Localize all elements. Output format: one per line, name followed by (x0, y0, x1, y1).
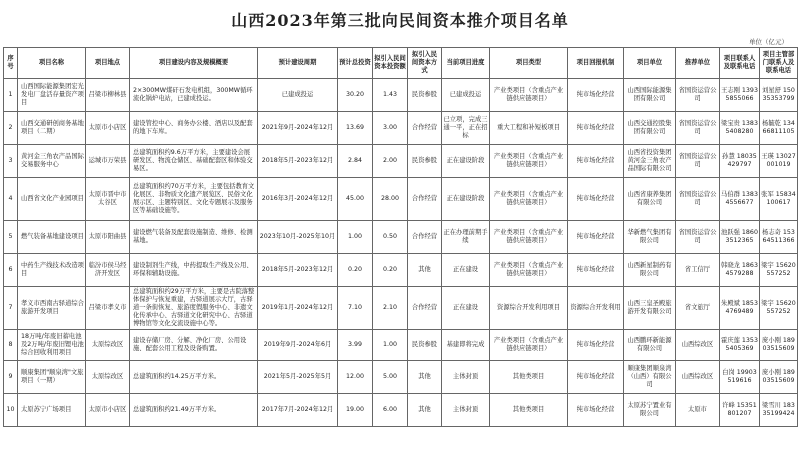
table-cell: 纯市场化经营 (568, 221, 624, 254)
table-cell: 产业类项目（含重点产业链供应链项目） (490, 254, 568, 287)
table-cell: 太原综改区 (86, 361, 130, 394)
table-cell: 正在建设阶段 (442, 145, 490, 178)
table-cell: 山西国际能源集团宏光发电厂盘活存量资产项目 (18, 79, 86, 112)
table-cell: 1 (4, 79, 18, 112)
table-cell: 纯市场化经营 (568, 178, 624, 221)
table-cell: 总建筑面积约9.6万平方米，主要建设会展研发区、物流仓储区、基础配套区和体验交易区。 (130, 145, 258, 178)
table-cell: 池跃强 18603512365 (720, 221, 760, 254)
table-cell: 正在建设阶段 (442, 178, 490, 221)
table-cell: 总建筑面积约29万平方米，主要是古院落整体保护与恢复重建，古驿道展示大厅，古驿道一条街恢复、旅游度假服务中心、非遗文化传承中心、古驿道文化研究中心、古驿道博物馆等文化交流设施中心等。 (130, 287, 258, 330)
table-cell: 2017年7月-2024年12月 (258, 394, 338, 427)
table-cell: 省国资运营公司 (676, 112, 720, 145)
table-cell: 庞小刚 18903515609 (760, 361, 798, 394)
table-row (4, 79, 798, 112)
header-cell: 拟引入民间资本方式 (408, 48, 442, 79)
table-cell: 资源综合开发利用项目 (490, 287, 568, 330)
table-cell: 7 (4, 287, 18, 330)
table-cell: 省国资运营公司 (676, 221, 720, 254)
table-cell: 刘星舒 15035353799 (760, 79, 798, 112)
table-cell: 山西国际能源集团有限公司 (624, 79, 676, 112)
table-cell: 已建成投运 (258, 79, 338, 112)
table-cell: 霍庆莲 13535405369 (720, 330, 760, 361)
table-cell: 主体封顶 (442, 361, 490, 394)
header-cell: 项目联系人及联系电话 (720, 48, 760, 79)
table-cell: 纯市场化经营 (568, 254, 624, 287)
table-cell: 梁宇 15620557252 (760, 254, 798, 287)
table-cell: 临汾市侯马经济开发区 (86, 254, 130, 287)
table-row (4, 112, 798, 145)
table-cell: 纯市场化经营 (568, 112, 624, 145)
header-cell: 当前项目进度 (442, 48, 490, 79)
table-cell: 马伯群 13834556677 (720, 178, 760, 221)
table-cell: 纯市场化经营 (568, 79, 624, 112)
table-cell: 7.10 (338, 287, 373, 330)
table-row (4, 394, 798, 427)
table-cell: 太原苏宁广场项目 (18, 394, 86, 427)
table-cell: 合作经营 (408, 178, 442, 221)
table-cell: 顺康集团顺泉湾（山西）有限公司 (624, 361, 676, 394)
table-cell: 1.00 (338, 221, 373, 254)
table-cell: 资源综合开发利用 (568, 287, 624, 330)
table-cell: 其他 (408, 361, 442, 394)
table-cell: 太原市小店区 (86, 112, 130, 145)
project-table (3, 47, 798, 427)
table-cell: 产业类项目（含重点产业链供应链项目） (490, 178, 568, 221)
table-cell: 太原市阳曲县 (86, 221, 130, 254)
table-cell: 吕梁市孝义市 (86, 287, 130, 330)
table-cell: 省国资运营公司 (676, 79, 720, 112)
table-cell: 总建筑面积约14.25万平方米。 (130, 361, 258, 394)
unit-note: 单位（亿元） (749, 38, 788, 46)
table-cell: 太原苏宁置业有限公司 (624, 394, 676, 427)
table-cell: 建设燃气装备及配套设施制造、维修、检测基地。 (130, 221, 258, 254)
table-cell: 韩晓龙 18634579288 (720, 254, 760, 287)
header-cell: 预计建设周期 (258, 48, 338, 79)
table-cell: 2016年3月-2024年12月 (258, 178, 338, 221)
table-cell: 山西鹏环新能源有限公司 (624, 330, 676, 361)
table-cell: 28.00 (373, 178, 408, 221)
table-cell: 2021年5月-2025年5月 (258, 361, 338, 394)
table-cell: 山西综改区 (676, 361, 720, 394)
header-cell: 项目回报机制 (568, 48, 624, 79)
table-cell: 产业类项目（含重点产业链供应链项目） (490, 330, 568, 361)
table-cell: 山西综改区 (676, 330, 720, 361)
table-row (4, 221, 798, 254)
table-cell: 已立项，完成三通一平，正在招标 (442, 112, 490, 145)
table-cell: 3 (4, 145, 18, 178)
table-cell: 2.84 (338, 145, 373, 178)
table-cell: 正在办理前期手续 (442, 221, 490, 254)
table-cell: 正在建设 (442, 254, 490, 287)
table-cell: 8 (4, 330, 18, 361)
table-cell: 5 (4, 221, 18, 254)
table-cell: 白岗 19903519616 (720, 361, 760, 394)
table-cell: 纯市场化经营 (568, 394, 624, 427)
table-cell: 建设存储厂房、分解、净化厂房、公用设施、配套公用工程及设备购置。 (130, 330, 258, 361)
table-cell: 民资参股 (408, 330, 442, 361)
table-cell: 许峰 15351801207 (720, 394, 760, 427)
table-cell: 庞小刚 18903515609 (760, 330, 798, 361)
table-cell: 山西新星制药有限公司 (624, 254, 676, 287)
table-cell: 18万吨/年废旧蓄电池及2万吨/年废旧锂电池综合回收利用项目 (18, 330, 86, 361)
table-cell: 燃气装备基地建设项目 (18, 221, 86, 254)
table-cell: 2021年9月-2024年12月 (258, 112, 338, 145)
table-cell: 1.43 (373, 79, 408, 112)
table-cell: 山西三皇圣殿旅游开发有限公司 (624, 287, 676, 330)
table-cell: 2.00 (373, 145, 408, 178)
table-cell: 梁雪川 18335199424 (760, 394, 798, 427)
table-cell: 9 (4, 361, 18, 394)
header-cell: 项目名称 (18, 48, 86, 79)
table-cell: 山西省文化产业园项目 (18, 178, 86, 221)
table-cell: 其他 (408, 394, 442, 427)
table-cell: 纯市场化经营 (568, 330, 624, 361)
table-cell: 3.00 (373, 112, 408, 145)
table-cell: 太原综改区 (86, 330, 130, 361)
table-cell: 2018年5月-2023年12月 (258, 145, 338, 178)
table-cell: 已建成投运 (442, 79, 490, 112)
table-cell: 0.20 (373, 254, 408, 287)
table-cell: 运城市万荣县 (86, 145, 130, 178)
table-cell: 梁宝贵 13835408280 (720, 112, 760, 145)
table-cell: 正在建设 (442, 287, 490, 330)
table-cell: 其他 (408, 254, 442, 287)
table-cell: 吕梁市柳林县 (86, 79, 130, 112)
table-cell: 产业类项目（含重点产业链供应链项目） (490, 145, 568, 178)
table-cell: 产业类项目（含重点产业链供应链项目） (490, 221, 568, 254)
table-cell: 5.00 (373, 361, 408, 394)
header-cell: 预计总投资 (338, 48, 373, 79)
table-cell: 山西省康养集团有限公司 (624, 178, 676, 221)
table-cell: 孝义市西南古驿道综合旅游开发项目 (18, 287, 86, 330)
table-cell: 建设制剂生产线，中药提取生产线及公用、环保和辅助设施。 (130, 254, 258, 287)
table-cell: 合作经营 (408, 221, 442, 254)
table-cell: 杨志奇 15364511366 (760, 221, 798, 254)
table-cell: 山西交通控股集团有限公司 (624, 112, 676, 145)
table-cell: 2019年9月-2024年6月 (258, 330, 338, 361)
table-row (4, 178, 798, 221)
table-cell: 合作经营 (408, 112, 442, 145)
table-cell: 2×300MW煤矸石发电机组，300MW循环流化锅炉电站，已建成投运。 (130, 79, 258, 112)
header-cell: 项目主管部门联系人及联系电话 (760, 48, 798, 79)
table-cell: 2019年1月-2024年12月 (258, 287, 338, 330)
table-cell: 10 (4, 394, 18, 427)
table-cell: 13.69 (338, 112, 373, 145)
table-body (4, 79, 798, 427)
table-cell: 王瑛 13027001019 (760, 145, 798, 178)
table-cell: 产业类项目（含重点产业链供应链项目） (490, 79, 568, 112)
table-cell: 省工信厅 (676, 254, 720, 287)
table-cell: 0.20 (338, 254, 373, 287)
table-cell: 总建筑面积约21.49万平方米。 (130, 394, 258, 427)
table-cell: 其他类项目 (490, 361, 568, 394)
header-cell: 序号 (4, 48, 18, 79)
table-cell: 6.00 (373, 394, 408, 427)
table-cell: 纯市场化经营 (568, 361, 624, 394)
document-title: 山西2023年第三批向民间资本推介项目名单 (231, 11, 569, 30)
table-cell: 民资参股 (408, 79, 442, 112)
table-cell: 其他类项目 (490, 394, 568, 427)
table-cell: 杨毓乾 13466811105 (760, 112, 798, 145)
table-cell: 12.00 (338, 361, 373, 394)
table-cell: 重大工程和补短板项目 (490, 112, 568, 145)
table-row (4, 361, 798, 394)
table-cell: 山西交通研创商务基地项目（二期） (18, 112, 86, 145)
table-cell: 3.99 (338, 330, 373, 361)
table-row (4, 145, 798, 178)
table-row (4, 287, 798, 330)
table-cell: 民资参股 (408, 145, 442, 178)
table-cell: 2023年10月-2025年10月 (258, 221, 338, 254)
table-cell: 中药生产线技术改造项目 (18, 254, 86, 287)
header-row (4, 48, 798, 79)
table-cell: 省文旅厅 (676, 287, 720, 330)
table-cell: 省国资运营公司 (676, 178, 720, 221)
table-cell: 2018年5月-2023年12月 (258, 254, 338, 287)
table-cell: 梁宇 15620557252 (760, 287, 798, 330)
header-cell: 项目类型 (490, 48, 568, 79)
table-cell: 太原市小店区 (86, 394, 130, 427)
table-cell: 张军 15834100617 (760, 178, 798, 221)
table-cell: 建设管控中心、商务办公楼、酒店以及配套的地下车库。 (130, 112, 258, 145)
header-cell: 项目建设内容及规模概要 (130, 48, 258, 79)
header-cell: 推荐单位 (676, 48, 720, 79)
table-cell: 45.00 (338, 178, 373, 221)
header-cell: 拟引入民间资本投资额 (373, 48, 408, 79)
table-cell: 华新燃气集团有限公司 (624, 221, 676, 254)
header-cell: 项目地点 (86, 48, 130, 79)
table-cell: 太原市晋中市太谷区 (86, 178, 130, 221)
table-cell: 0.50 (373, 221, 408, 254)
table-row (4, 254, 798, 287)
table-cell: 主体封顶 (442, 394, 490, 427)
table-cell: 太原市 (676, 394, 720, 427)
table-cell: 合作经营 (408, 287, 442, 330)
table-cell: 总建筑面积约70万平方米，主要包括教育文化展区、非物质文化遗产展览区、民俗文化展示区、主题特别区、文化专题展示及服务区等基础设施等。 (130, 178, 258, 221)
table-cell: 6 (4, 254, 18, 287)
table-cell: 孙慧 18035429797 (720, 145, 760, 178)
header-cell: 项目单位 (624, 48, 676, 79)
table-cell: 顺康集团"顺泉湾"文旅项目（一期） (18, 361, 86, 394)
table-cell: 1.00 (373, 330, 408, 361)
table-cell: 黄河金三角农产品国际交易服务中心 (18, 145, 86, 178)
table-cell: 省国资运营公司 (676, 145, 720, 178)
table-cell: 王志刚 13935855066 (720, 79, 760, 112)
table-cell: 2 (4, 112, 18, 145)
table-cell: 纯市场化经营 (568, 145, 624, 178)
table-cell: 基建即将完成 (442, 330, 490, 361)
table-cell: 30.20 (338, 79, 373, 112)
table-cell: 19.00 (338, 394, 373, 427)
table-cell: 山西省投资集团黄河金三角农产品国际有限公司 (624, 145, 676, 178)
table-cell: 2.10 (373, 287, 408, 330)
table-cell: 朱殿斌 18534769489 (720, 287, 760, 330)
table-cell: 4 (4, 178, 18, 221)
table-row (4, 330, 798, 361)
